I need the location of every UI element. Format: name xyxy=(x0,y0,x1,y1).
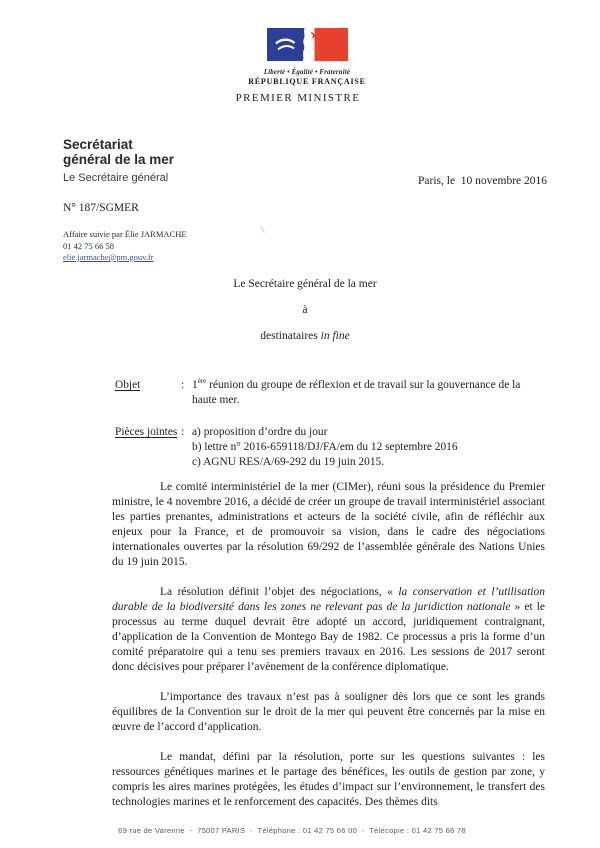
logo-motto: Liberté • Égalité • Fraternité xyxy=(263,69,351,76)
footer-address: 69 rue de Varenne - 75007 PARIS - Téléphone : 01 42 75 66 00 - Télécopie : 01 42 75 66 78 xyxy=(118,826,466,835)
republic-name: RÉPUBLIQUE FRANÇAISE xyxy=(248,77,366,86)
subject-text: 1ère réunion du groupe de réflexion et de travail sur la gouvernance de la haute mer. xyxy=(192,377,521,406)
handler-phone: 01 42 75 66 58 xyxy=(63,240,114,251)
ministry-title: PREMIER MINISTRE xyxy=(235,92,361,104)
address-block xyxy=(100,277,510,343)
paragraph-3: L’importance des travaux n’est pas à souligner dès lors que ce sont les grands équilibres de la Convention sur le droit de la mer qui peuvent être concernés par la mise en œuvre de l’accord d’application. xyxy=(112,691,545,733)
recipients-line: destinataires in fine xyxy=(260,330,350,342)
french-republic-logo xyxy=(246,28,368,87)
attachment-item: b) lettre n° 2016-659118/DJ/FA/em du 12 septembre 2016 xyxy=(192,441,458,453)
attachment-item: c) AGNU RES/A/69-292 du 19 juin 2015. xyxy=(192,456,385,468)
org-line-1: Secrétariat xyxy=(63,137,133,152)
attachments-list xyxy=(192,425,547,470)
sender-line: Le Secrétaire général de la mer xyxy=(233,278,377,290)
reference-number: N° 187/SGMER xyxy=(63,202,139,214)
org-line-2: général de la mer xyxy=(63,152,175,167)
scan-artifact-mark xyxy=(260,226,265,233)
subject-row xyxy=(115,378,547,408)
paragraph-2: La résolution définit l’objet des négociations, « la conservation et l’utilisation durable de la biodiversité dans les zones ne relevant pas de la juridiction nationale » et le processus au terme duquel devrait être adopté un accord, juridiquement contraignant, d’application de la Convention de Montego Bay de 1982. Ce processus a pris la forme d’un comité préparatoire qui a tenu ses premiers travaux en 2016. Les sessions de 2017 seront donc décisives pour préparer l’avènement de la conférence diplomatique. xyxy=(112,586,545,673)
paragraph-4: Le mandat, défini par la résolution, porte sur les questions suivantes : les ressources génétiques marines et le partage des bénéfices, les outils de gestion par zone, y compris les aires marines protégées, les études d’impact sur l’environnement, le transfert des technologies marines et le renforcement des capacités. Des thèmes dits xyxy=(112,751,545,808)
dateline: Paris, le 10 novembre 2016 xyxy=(418,175,548,187)
attachments-row xyxy=(115,425,547,470)
marianne-flag-icon xyxy=(267,28,348,61)
handler-email-link[interactable]: elie.jarmache@pm.gouv.fr xyxy=(63,252,154,262)
letter-body xyxy=(112,480,545,810)
secretary-role: Le Secrétaire général xyxy=(63,172,169,184)
sender-organization xyxy=(63,137,174,167)
recipient-preposition: à xyxy=(302,304,308,316)
attachments-label: Pièces jointes xyxy=(115,426,178,438)
handler-name-line: Affaire suivie par Élie JARMACHE xyxy=(63,229,187,239)
attachments-colon: : xyxy=(181,426,185,438)
case-handler-block xyxy=(63,229,187,264)
attachment-item: a) proposition d’ordre du jour xyxy=(192,426,328,438)
subject-colon: : xyxy=(181,379,185,391)
subject-label: Objet xyxy=(115,379,141,391)
paragraph-1: Le comité interministériel de la mer (CIMer), réuni sous la présidence du Premier ministre, le 4 novembre 2016, a décidé de créer un groupe de travail interministériel associant les parties prenantes, administrations et acteurs de la société civile, afin de réfléchir aux enjeux pour la France, et de promouvoir sa vision, dans le cadre des négociations internationales ouvertes par la résolution 69/292 de l’assemblée générale des Nations Unies du 19 juin 2015. xyxy=(112,481,545,568)
